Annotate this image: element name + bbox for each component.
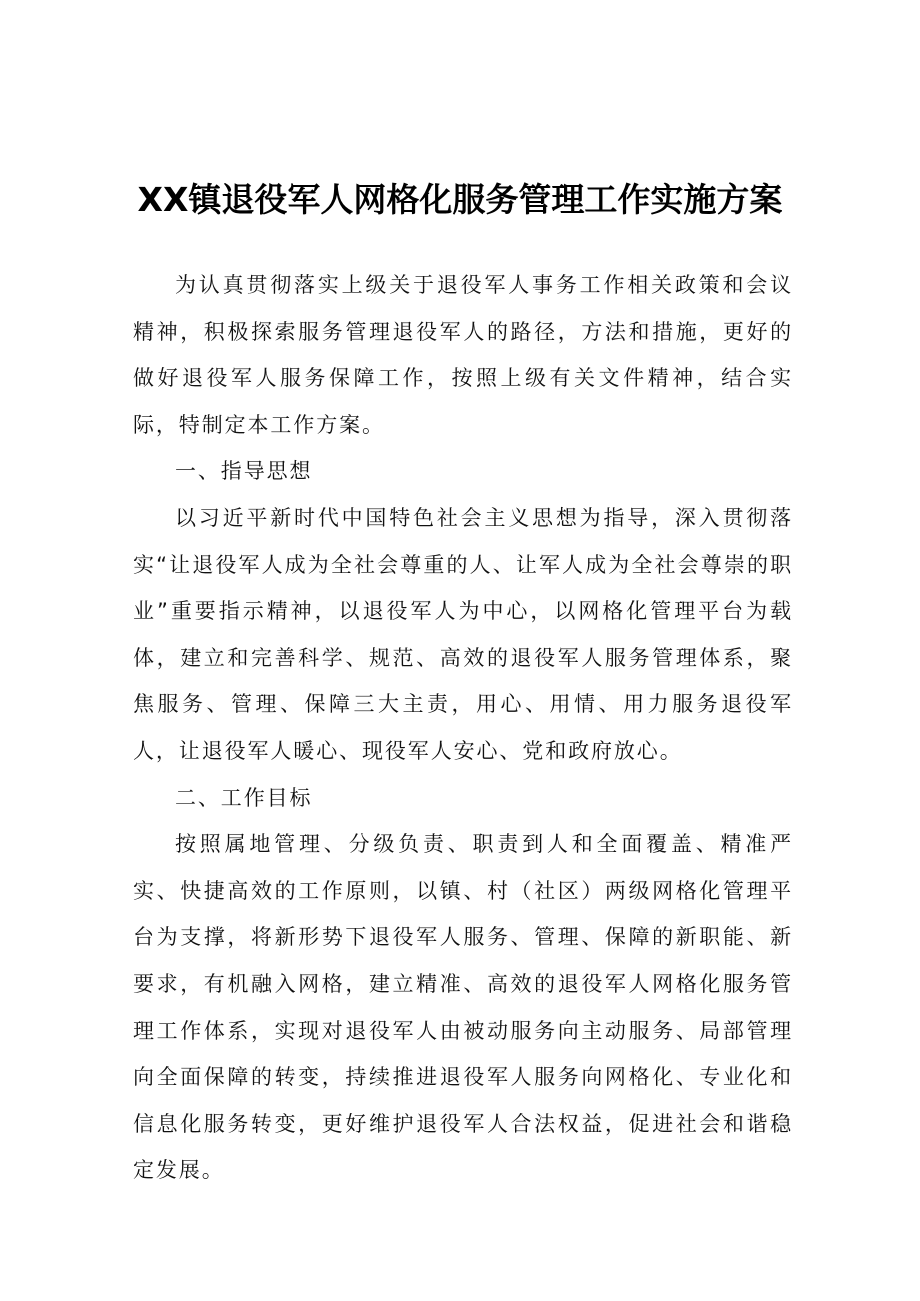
section-body-work-goals: 按照属地管理、分级负责、职责到人和全面覆盖、精准严实、快捷高效的工作原则，以镇、村（社区）两级网格化管理平台为支撑，将新形势下退役军人服务、管理、保障的新职能、新要求，有机融入网格，建立精准、高效的退役军人网格化服务管理工作体系，实现对退役军人由被动服务向主动服务、局部管理向全面保障的转变，持续推进退役军人服务向网格化、专业化和信息化服务转变，更好维护退役军人合法权益，促进社会和谐稳定发展。 xyxy=(133,832,793,1183)
section-body-guiding-ideology: 以习近平新时代中国特色社会主义思想为指导，深入贯彻落实“让退役军人成为全社会尊重的人、让军人成为全社会尊崇的职业”重要指示精神，以退役军人为中心，以网格化管理平台为载体，建立和完善科学、规范、高效的退役军人服务管理体系，聚焦服务、管理、保障三大主责，用心、用情、用力服务退役军人，让退役军人暖心、现役军人安心、党和政府放心。 xyxy=(133,505,793,763)
section-heading-guiding-ideology: 一、指导思想 xyxy=(175,459,313,484)
document-title: XX镇退役军人网格化服务管理工作实施方案 xyxy=(137,180,783,219)
section-heading-work-goals: 二、工作目标 xyxy=(175,785,313,810)
document-body xyxy=(133,262,793,1194)
intro-paragraph: 为认真贯彻落实上级关于退役军人事务工作相关政策和会议精神，积极探索服务管理退役军人的路径，方法和措施，更好的做好退役军人服务保障工作，按照上级有关文件精神，结合实际，特制定本工作方案。 xyxy=(133,273,793,437)
